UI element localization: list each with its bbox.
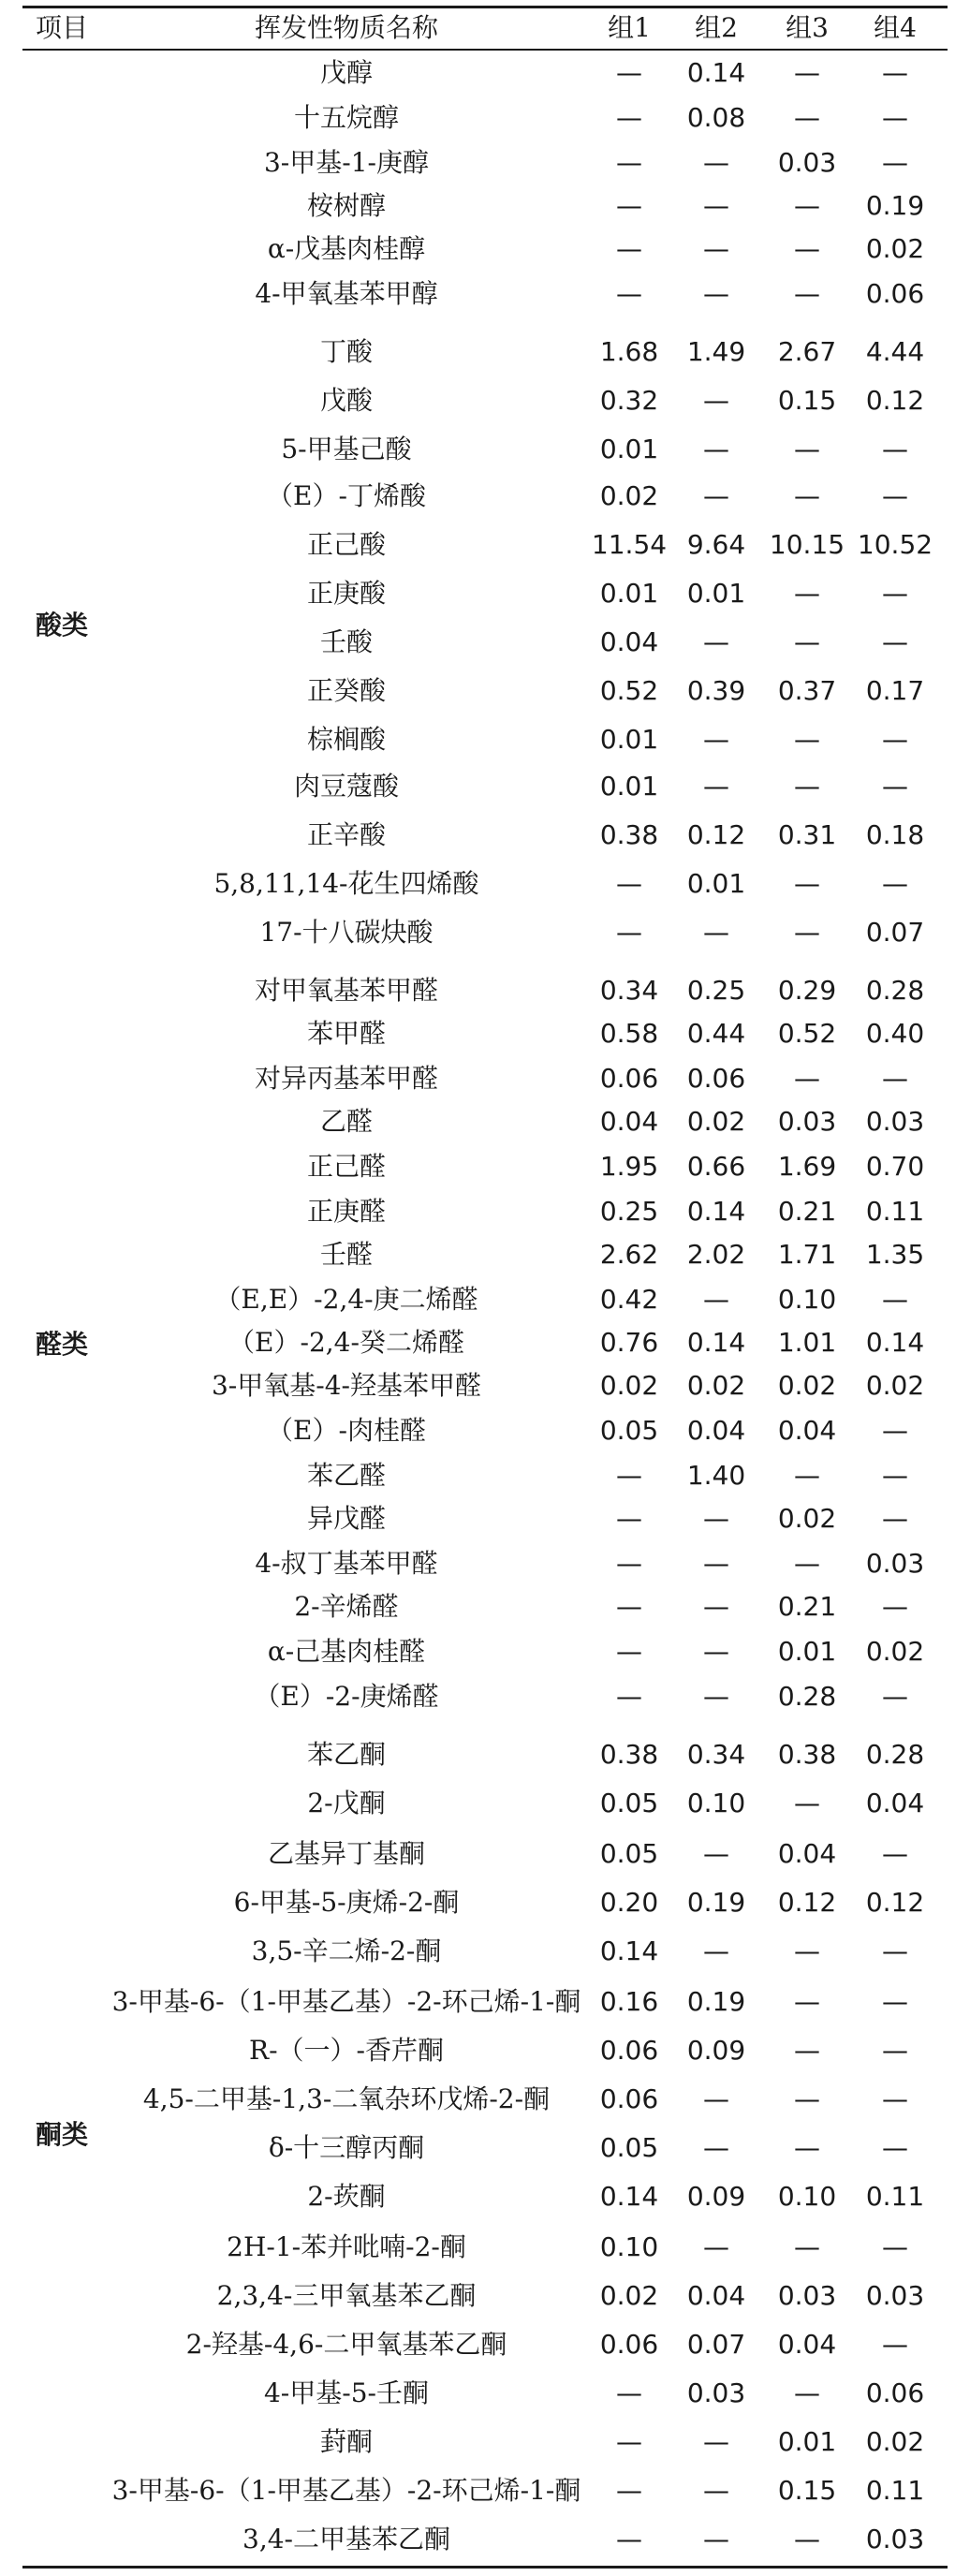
group3-value: 0.04 xyxy=(777,1415,837,1446)
group4-value: — xyxy=(882,434,908,464)
group2-value: — xyxy=(703,480,729,511)
group1-value: — xyxy=(616,57,642,88)
group2-value: — xyxy=(703,1936,729,1966)
group2-value: 0.09 xyxy=(686,2181,746,2212)
group4-value: 0.28 xyxy=(865,1739,925,1770)
group4-value: — xyxy=(882,578,908,609)
compound-name: 5,8,11,14-花生四烯酸 xyxy=(213,868,479,899)
group4-value: — xyxy=(882,1063,908,1094)
compound-name: （E）-2,4-癸二烯醛 xyxy=(228,1327,464,1358)
group1-value: 0.06 xyxy=(599,1063,659,1094)
group3-value: 0.21 xyxy=(777,1196,837,1227)
group3-value: 0.02 xyxy=(777,1503,837,1534)
group3-value: — xyxy=(794,190,820,221)
group4-value: — xyxy=(882,1681,908,1712)
compound-name: 2-莰酮 xyxy=(307,2181,386,2212)
group3-value: — xyxy=(794,1063,820,1094)
group1-value: 0.38 xyxy=(599,819,659,850)
group1-value: 0.05 xyxy=(599,1415,659,1446)
compound-name: 苯甲醛 xyxy=(306,1018,387,1049)
group1-value: 0.05 xyxy=(599,1838,659,1869)
group4-value: 0.03 xyxy=(865,2524,925,2554)
group3-value: 0.10 xyxy=(777,2181,837,2212)
compound-name: 3,4-二甲基苯乙酮 xyxy=(242,2524,450,2554)
group2-value: 0.01 xyxy=(686,578,746,609)
group4-value: — xyxy=(882,868,908,899)
group4-value: 0.02 xyxy=(865,233,925,264)
group1-value: 0.01 xyxy=(599,724,659,755)
group2-value: 0.07 xyxy=(686,2329,746,2360)
group1-value: — xyxy=(616,2426,642,2457)
group2-value: — xyxy=(703,190,729,221)
compound-name: 2,3,4-三甲氧基苯乙酮 xyxy=(216,2280,477,2311)
group3-value: 0.01 xyxy=(777,1636,837,1667)
group4-value: — xyxy=(882,147,908,178)
group1-value: — xyxy=(616,1548,642,1579)
group3-value: — xyxy=(794,2083,820,2114)
group2-value: 0.03 xyxy=(686,2377,746,2408)
group3-value: — xyxy=(794,2035,820,2066)
group1-value: — xyxy=(616,233,642,264)
group2-value: — xyxy=(703,385,729,416)
header-group1: 组1 xyxy=(608,12,651,43)
group1-value: 11.54 xyxy=(591,529,668,560)
group2-value: 0.44 xyxy=(686,1018,746,1049)
group3-value: — xyxy=(794,1986,820,2017)
compound-name: 3,5-辛二烯-2-酮 xyxy=(251,1936,442,1966)
compound-name: 2H-1-苯并吡喃-2-酮 xyxy=(227,2231,466,2262)
group1-value: 1.95 xyxy=(599,1151,659,1182)
group3-value: — xyxy=(794,724,820,755)
group4-value: — xyxy=(882,1591,908,1622)
compound-name: 丁酸 xyxy=(319,336,374,367)
compound-name: 苯乙酮 xyxy=(306,1739,387,1770)
compound-name: α-己基肉桂醛 xyxy=(267,1636,426,1667)
compound-name: 3-甲基-1-庚醇 xyxy=(263,147,430,178)
compound-name: 肉豆蔻酸 xyxy=(293,771,400,802)
group2-value: — xyxy=(703,278,729,309)
compound-name: α-戊基肉桂醇 xyxy=(267,233,426,264)
group4-value: — xyxy=(882,102,908,133)
group2-value: — xyxy=(703,1548,729,1579)
group1-value: 0.10 xyxy=(599,2231,659,2262)
compound-name: R-（一）-香芹酮 xyxy=(248,2035,445,2066)
compound-name: 正癸酸 xyxy=(306,675,387,706)
compound-name: 3-甲氧基-4-羟基苯甲醛 xyxy=(211,1370,482,1401)
group1-value: 0.02 xyxy=(599,480,659,511)
group1-value: 0.01 xyxy=(599,771,659,802)
group2-value: — xyxy=(703,2524,729,2554)
group4-value: 0.28 xyxy=(865,975,925,1006)
group3-value: — xyxy=(794,771,820,802)
group1-value: 0.32 xyxy=(599,385,659,416)
group4-value: 0.06 xyxy=(865,2377,925,2408)
group4-value: 4.44 xyxy=(865,336,925,367)
group1-value: — xyxy=(616,278,642,309)
category-label: 醛类 xyxy=(36,1329,89,1360)
group4-value: 0.14 xyxy=(865,1327,925,1358)
group1-value: 0.05 xyxy=(599,2132,659,2163)
compound-name: 桉树醇 xyxy=(306,190,387,221)
compound-name: 苯乙醛 xyxy=(306,1460,387,1491)
compound-name: 正辛酸 xyxy=(306,819,387,850)
group4-value: 0.02 xyxy=(865,1370,925,1401)
group2-value: — xyxy=(703,2426,729,2457)
compound-name: 正庚醛 xyxy=(306,1196,387,1227)
group4-value: 0.17 xyxy=(865,675,925,706)
group2-value: 0.25 xyxy=(686,975,746,1006)
group2-value: 1.40 xyxy=(686,1460,746,1491)
group4-value: 0.02 xyxy=(865,2426,925,2457)
compound-name: 乙基异丁基酮 xyxy=(267,1838,426,1869)
group3-value: — xyxy=(794,233,820,264)
group1-value: — xyxy=(616,1636,642,1667)
group2-value: 0.19 xyxy=(686,1887,746,1918)
group4-value: 0.12 xyxy=(865,1887,925,1918)
group3-value: 0.15 xyxy=(777,2475,837,2506)
group1-value: 0.01 xyxy=(599,434,659,464)
group4-value: — xyxy=(882,1503,908,1534)
group2-value: — xyxy=(703,1503,729,1534)
group1-value: — xyxy=(616,2524,642,2554)
group3-value: — xyxy=(794,1788,820,1818)
group2-value: — xyxy=(703,917,729,948)
group4-value: 0.19 xyxy=(865,190,925,221)
group2-value: — xyxy=(703,2475,729,2506)
group1-value: — xyxy=(616,1460,642,1491)
group3-value: — xyxy=(794,102,820,133)
group3-value: 0.10 xyxy=(777,1284,837,1315)
group3-value: — xyxy=(794,578,820,609)
compound-name: （E）-2-庚烯醛 xyxy=(254,1681,439,1712)
compound-name: 2-羟基-4,6-二甲氧基苯乙酮 xyxy=(185,2329,507,2360)
group2-value: 0.12 xyxy=(686,819,746,850)
header-group4: 组4 xyxy=(874,12,917,43)
group4-value: — xyxy=(882,1284,908,1315)
compound-name: 壬醛 xyxy=(319,1239,374,1270)
compound-name: （E,E）-2,4-庚二烯醛 xyxy=(214,1284,478,1315)
group2-value: — xyxy=(703,1591,729,1622)
compound-name: 戊醇 xyxy=(319,57,374,88)
compound-name: 正己酸 xyxy=(306,529,387,560)
group2-value: 0.39 xyxy=(686,675,746,706)
group3-value: — xyxy=(794,278,820,309)
group2-value: 0.14 xyxy=(686,57,746,88)
group2-value: 0.19 xyxy=(686,1986,746,2017)
group4-value: — xyxy=(882,1936,908,1966)
group3-value: 0.21 xyxy=(777,1591,837,1622)
group2-value: 0.10 xyxy=(686,1788,746,1818)
group3-value: — xyxy=(794,2377,820,2408)
group1-value: 0.38 xyxy=(599,1739,659,1770)
group4-value: 0.11 xyxy=(865,2181,925,2212)
group3-value: 0.03 xyxy=(777,1106,837,1137)
group4-value: — xyxy=(882,2035,908,2066)
group2-value: 0.01 xyxy=(686,868,746,899)
group2-value: — xyxy=(703,147,729,178)
compound-name: 对甲氧基苯甲醛 xyxy=(254,975,439,1006)
header-rule xyxy=(22,49,948,51)
group2-value: 0.34 xyxy=(686,1739,746,1770)
group4-value: 0.70 xyxy=(865,1151,925,1182)
group1-value: 1.68 xyxy=(599,336,659,367)
compound-name: 4,5-二甲基-1,3-二氧杂环戊烯-2-酮 xyxy=(142,2083,551,2114)
group4-value: — xyxy=(882,626,908,657)
group2-value: — xyxy=(703,2132,729,2163)
group4-value: — xyxy=(882,480,908,511)
group2-value: 1.49 xyxy=(686,336,746,367)
group2-value: 0.02 xyxy=(686,1370,746,1401)
group2-value: 0.02 xyxy=(686,1106,746,1137)
group2-value: 0.04 xyxy=(686,2280,746,2311)
group1-value: 0.42 xyxy=(599,1284,659,1315)
compound-name: 2-辛烯醛 xyxy=(294,1591,399,1622)
group3-value: — xyxy=(794,1460,820,1491)
group3-value: — xyxy=(794,2231,820,2262)
group1-value: 0.20 xyxy=(599,1887,659,1918)
group1-value: — xyxy=(616,2377,642,2408)
group3-value: 0.28 xyxy=(777,1681,837,1712)
compound-name: 十五烷醇 xyxy=(293,102,400,133)
group1-value: 0.06 xyxy=(599,2035,659,2066)
group1-value: 0.02 xyxy=(599,1370,659,1401)
compound-name: 异戊醛 xyxy=(306,1503,387,1534)
compound-name: （E）-肉桂醛 xyxy=(267,1415,426,1446)
group2-value: — xyxy=(703,434,729,464)
group1-value: 0.16 xyxy=(599,1986,659,2017)
group1-value: — xyxy=(616,1681,642,1712)
group4-value: 0.03 xyxy=(865,1548,925,1579)
group3-value: — xyxy=(794,868,820,899)
group1-value: — xyxy=(616,917,642,948)
compound-name: 戊酸 xyxy=(319,385,374,416)
group3-value: — xyxy=(794,626,820,657)
group4-value: — xyxy=(882,2083,908,2114)
group1-value: 2.62 xyxy=(599,1239,659,1270)
group3-value: 10.15 xyxy=(769,529,845,560)
group4-value: — xyxy=(882,2231,908,2262)
group1-value: 0.34 xyxy=(599,975,659,1006)
group1-value: 0.14 xyxy=(599,1936,659,1966)
group3-value: 0.01 xyxy=(777,2426,837,2457)
group4-value: — xyxy=(882,724,908,755)
group3-value: 0.04 xyxy=(777,2329,837,2360)
group2-value: 0.08 xyxy=(686,102,746,133)
group3-value: 0.31 xyxy=(777,819,837,850)
group3-value: 1.69 xyxy=(777,1151,837,1182)
group3-value: — xyxy=(794,2132,820,2163)
compound-name: 葑酮 xyxy=(319,2426,374,2457)
group1-value: 0.76 xyxy=(599,1327,659,1358)
compound-name: 5-甲基己酸 xyxy=(281,434,412,464)
group4-value: 0.11 xyxy=(865,2475,925,2506)
group4-value: — xyxy=(882,57,908,88)
compound-name: 4-甲氧基苯甲醇 xyxy=(255,278,438,309)
group2-value: — xyxy=(703,771,729,802)
group4-value: 0.03 xyxy=(865,2280,925,2311)
group4-value: — xyxy=(882,771,908,802)
group1-value: 0.06 xyxy=(599,2083,659,2114)
group3-value: 0.12 xyxy=(777,1887,837,1918)
compound-name: 正庚酸 xyxy=(306,578,387,609)
compound-name: 3-甲基-6-（1-甲基乙基）-2-环己烯-1-酮 xyxy=(111,2475,581,2506)
group4-value: — xyxy=(882,1986,908,2017)
compound-name: δ-十三醇丙酮 xyxy=(268,2132,425,2163)
category-label: 酮类 xyxy=(36,2119,89,2150)
group3-value: — xyxy=(794,480,820,511)
group4-value: 0.12 xyxy=(865,385,925,416)
group2-value: — xyxy=(703,626,729,657)
group3-value: 0.29 xyxy=(777,975,837,1006)
group4-value: 0.11 xyxy=(865,1196,925,1227)
compound-name: 4-甲基-5-壬酮 xyxy=(263,2377,430,2408)
group3-value: 0.52 xyxy=(777,1018,837,1049)
group4-value: 1.35 xyxy=(865,1239,925,1270)
group1-value: — xyxy=(616,1591,642,1622)
compound-name: 正己醛 xyxy=(306,1151,387,1182)
group3-value: 0.02 xyxy=(777,1370,837,1401)
group3-value: — xyxy=(794,917,820,948)
group3-value: — xyxy=(794,2524,820,2554)
group1-value: 0.02 xyxy=(599,2280,659,2311)
group2-value: — xyxy=(703,1636,729,1667)
group4-value: — xyxy=(882,1838,908,1869)
group1-value: 0.58 xyxy=(599,1018,659,1049)
compound-name: 17-十八碳炔酸 xyxy=(259,917,434,948)
group1-value: — xyxy=(616,102,642,133)
group3-value: — xyxy=(794,1548,820,1579)
group3-value: 0.03 xyxy=(777,147,837,178)
compound-name: 对异丙基苯甲醛 xyxy=(254,1063,439,1094)
compound-name: 乙醛 xyxy=(319,1106,374,1137)
group2-value: — xyxy=(703,1284,729,1315)
compound-name: 4-叔丁基苯甲醛 xyxy=(255,1548,438,1579)
header-compound-name: 挥发性物质名称 xyxy=(254,12,439,43)
group1-value: 0.04 xyxy=(599,1106,659,1137)
group3-value: — xyxy=(794,1936,820,1966)
group4-value: — xyxy=(882,2132,908,2163)
compound-name: 壬酸 xyxy=(319,626,374,657)
group4-value: — xyxy=(882,1460,908,1491)
group3-value: 0.38 xyxy=(777,1739,837,1770)
group3-value: 0.04 xyxy=(777,1838,837,1869)
group1-value: — xyxy=(616,868,642,899)
group1-value: — xyxy=(616,190,642,221)
group3-value: 2.67 xyxy=(777,336,837,367)
group2-value: 0.66 xyxy=(686,1151,746,1182)
group2-value: — xyxy=(703,2083,729,2114)
compound-name: 6-甲基-5-庚烯-2-酮 xyxy=(233,1887,460,1918)
group2-value: 9.64 xyxy=(686,529,746,560)
group3-value: 0.15 xyxy=(777,385,837,416)
group1-value: — xyxy=(616,147,642,178)
group1-value: 0.52 xyxy=(599,675,659,706)
group2-value: — xyxy=(703,724,729,755)
group4-value: 0.18 xyxy=(865,819,925,850)
group4-value: — xyxy=(882,2329,908,2360)
compound-name: 棕榈酸 xyxy=(306,724,387,755)
group4-value: — xyxy=(882,1415,908,1446)
group4-value: 0.03 xyxy=(865,1106,925,1137)
group2-value: — xyxy=(703,1681,729,1712)
group4-value: 0.04 xyxy=(865,1788,925,1818)
header-group2: 组2 xyxy=(695,12,738,43)
group3-value: — xyxy=(794,434,820,464)
compound-name: （E）-丁烯酸 xyxy=(267,480,426,511)
group1-value: 0.01 xyxy=(599,578,659,609)
group1-value: 0.05 xyxy=(599,1788,659,1818)
group4-value: 0.40 xyxy=(865,1018,925,1049)
group2-value: 0.04 xyxy=(686,1415,746,1446)
group2-value: — xyxy=(703,2231,729,2262)
group1-value: 0.06 xyxy=(599,2329,659,2360)
group1-value: — xyxy=(616,1503,642,1534)
header-group3: 组3 xyxy=(786,12,829,43)
top-rule xyxy=(22,6,948,8)
group1-value: 0.04 xyxy=(599,626,659,657)
group1-value: — xyxy=(616,2475,642,2506)
compound-name: 2-戊酮 xyxy=(307,1788,386,1818)
group3-value: 0.03 xyxy=(777,2280,837,2311)
group2-value: 0.06 xyxy=(686,1063,746,1094)
group4-value: 0.06 xyxy=(865,278,925,309)
group1-value: 0.25 xyxy=(599,1196,659,1227)
header-item: 项目 xyxy=(36,12,89,43)
group4-value: 0.07 xyxy=(865,917,925,948)
group2-value: — xyxy=(703,233,729,264)
compound-name: 3-甲基-6-（1-甲基乙基）-2-环己烯-1-酮 xyxy=(111,1986,581,2017)
group3-value: — xyxy=(794,57,820,88)
group3-value: 1.71 xyxy=(777,1239,837,1270)
bottom-rule xyxy=(22,2566,948,2569)
group2-value: — xyxy=(703,1838,729,1869)
group4-value: 10.52 xyxy=(857,529,933,560)
group1-value: 0.14 xyxy=(599,2181,659,2212)
group2-value: 2.02 xyxy=(686,1239,746,1270)
group2-value: 0.14 xyxy=(686,1196,746,1227)
group3-value: 0.37 xyxy=(777,675,837,706)
group2-value: 0.14 xyxy=(686,1327,746,1358)
group3-value: 1.01 xyxy=(777,1327,837,1358)
group2-value: 0.09 xyxy=(686,2035,746,2066)
group4-value: 0.02 xyxy=(865,1636,925,1667)
category-label: 酸类 xyxy=(36,610,89,640)
